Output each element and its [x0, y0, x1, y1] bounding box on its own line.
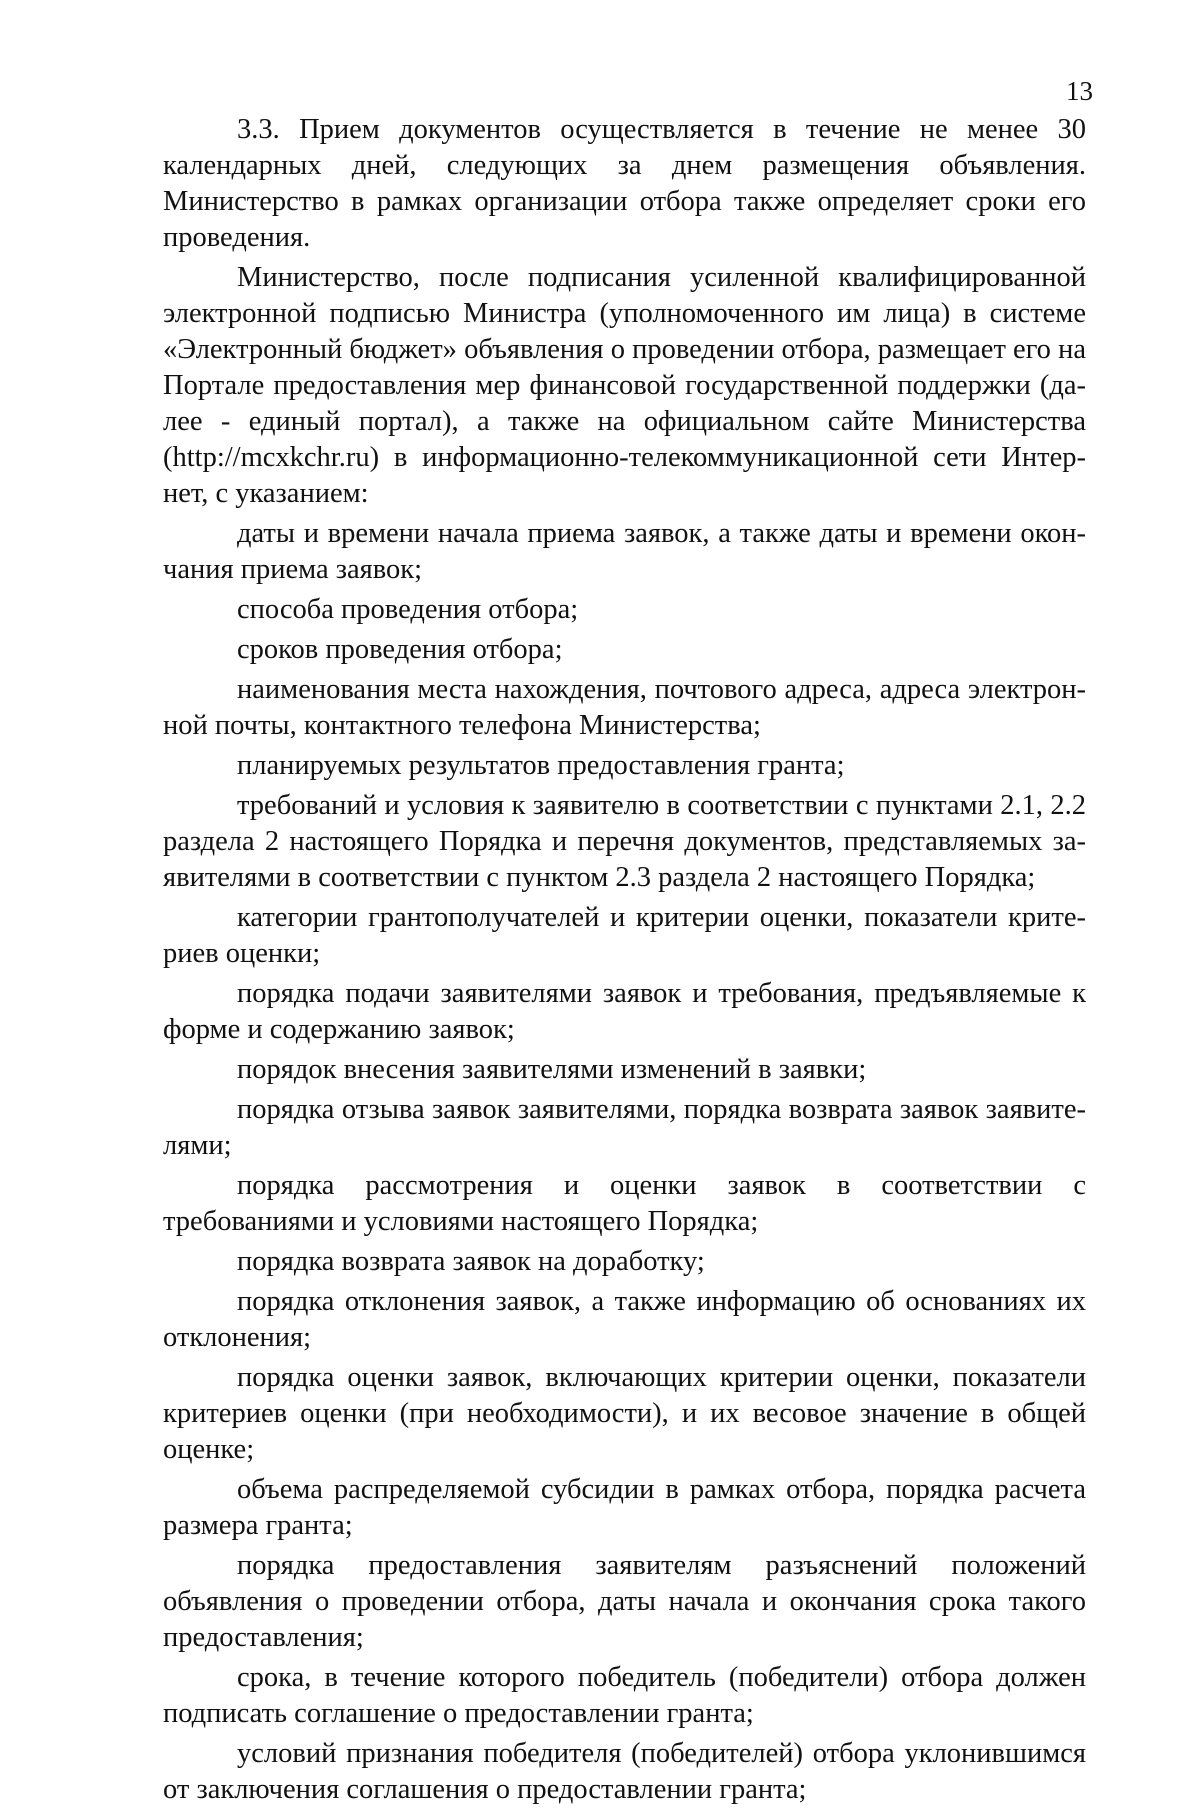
document-body: [163, 112, 1086, 1812]
list-item-applicant-requirements: требований и условия к заявителю в соответствии с пунктами 2.1, 2.2 раздела 2 настоящего Порядка и перечня документов, представляемых заявителями в соответствии с пунктом 2.3 раздела 2 настоящего Порядка;: [163, 790, 1086, 893]
list-item-revision-return: порядка возврата заявок на доработку;: [237, 1246, 705, 1277]
page-number: 13: [1066, 76, 1093, 106]
list-item-application-dates: даты и времени начала приема заявок, а также даты и времени окончания приема заявок;: [163, 518, 1086, 585]
list-item-grantee-categories: категории грантополучателей и критерии оценки, показатели критериев оценки;: [163, 902, 1086, 969]
list-item-ministry-contacts: наименования места нахождения, почтового адреса, адреса электронной почты, контактного телефона Министерства;: [163, 674, 1086, 741]
list-item-withdrawal-procedure: порядка отзыва заявок заявителями, порядка возврата заявок заявителями;: [163, 1094, 1086, 1161]
paragraph-section-3-3: 3.3. Прием документов осуществляется в течение не менее 30 календарных дней, следующих за днем размещения объявления. Министерство в рамках организации отбора также определяет сроки его проведения.: [163, 114, 1086, 253]
list-item-amendment-procedure: порядок внесения заявителями изменений в заявки;: [237, 1054, 867, 1085]
list-item-planned-results: планируемых результатов предоставления гранта;: [237, 750, 845, 781]
list-item-clarifications: порядка предоставления заявителям разъяснений положений объявления о проведении отбора, даты начала и окончания срока такого предоставления;: [163, 1550, 1086, 1653]
list-item-agreement-deadline: срока, в течение которого победитель (победители) отбора должен подписать соглашение о предоставлении гранта;: [163, 1662, 1086, 1729]
list-item-subsidy-volume: объема распределяемой субсидии в рамках отбора, порядка расчета размера гранта;: [163, 1474, 1086, 1541]
list-item-rejection-procedure: порядка отклонения заявок, а также информацию об основаниях их отклонения;: [163, 1286, 1086, 1353]
list-item-review-procedure: порядка рассмотрения и оценки заявок в соответствии с требованиями и условиями настоящего Порядка;: [163, 1170, 1086, 1237]
list-item-evasion-conditions: условий признания победителя (победителей) отбора уклонившимся от заключения соглашения о предоставлении гранта;: [163, 1738, 1086, 1805]
paragraph-announcement-placement: Министерство, после подписания усиленной квалифицированной электронной подписью Министра (уполномоченного им лица) в системе «Электронный бюджет» объявления о проведении отбора, размещает его на Портале предоставления мер финансовой государственной поддержки (далее - единый портал), а также на официальном сайте Министерства (http://mcxkchr.ru) в информационно-телекоммуникационной сети Интернет, с указанием:: [163, 262, 1086, 509]
list-item-evaluation-procedure: порядка оценки заявок, включающих критерии оценки, показатели критериев оценки (при необходимости), и их весовое значение в общей оценке;: [163, 1362, 1086, 1465]
list-item-selection-terms: сроков проведения отбора;: [237, 634, 563, 665]
list-item-selection-method: способа проведения отбора;: [237, 594, 579, 625]
list-item-submission-procedure: порядка подачи заявителями заявок и требования, предъявляемые к форме и содержанию заявок;: [163, 978, 1086, 1045]
